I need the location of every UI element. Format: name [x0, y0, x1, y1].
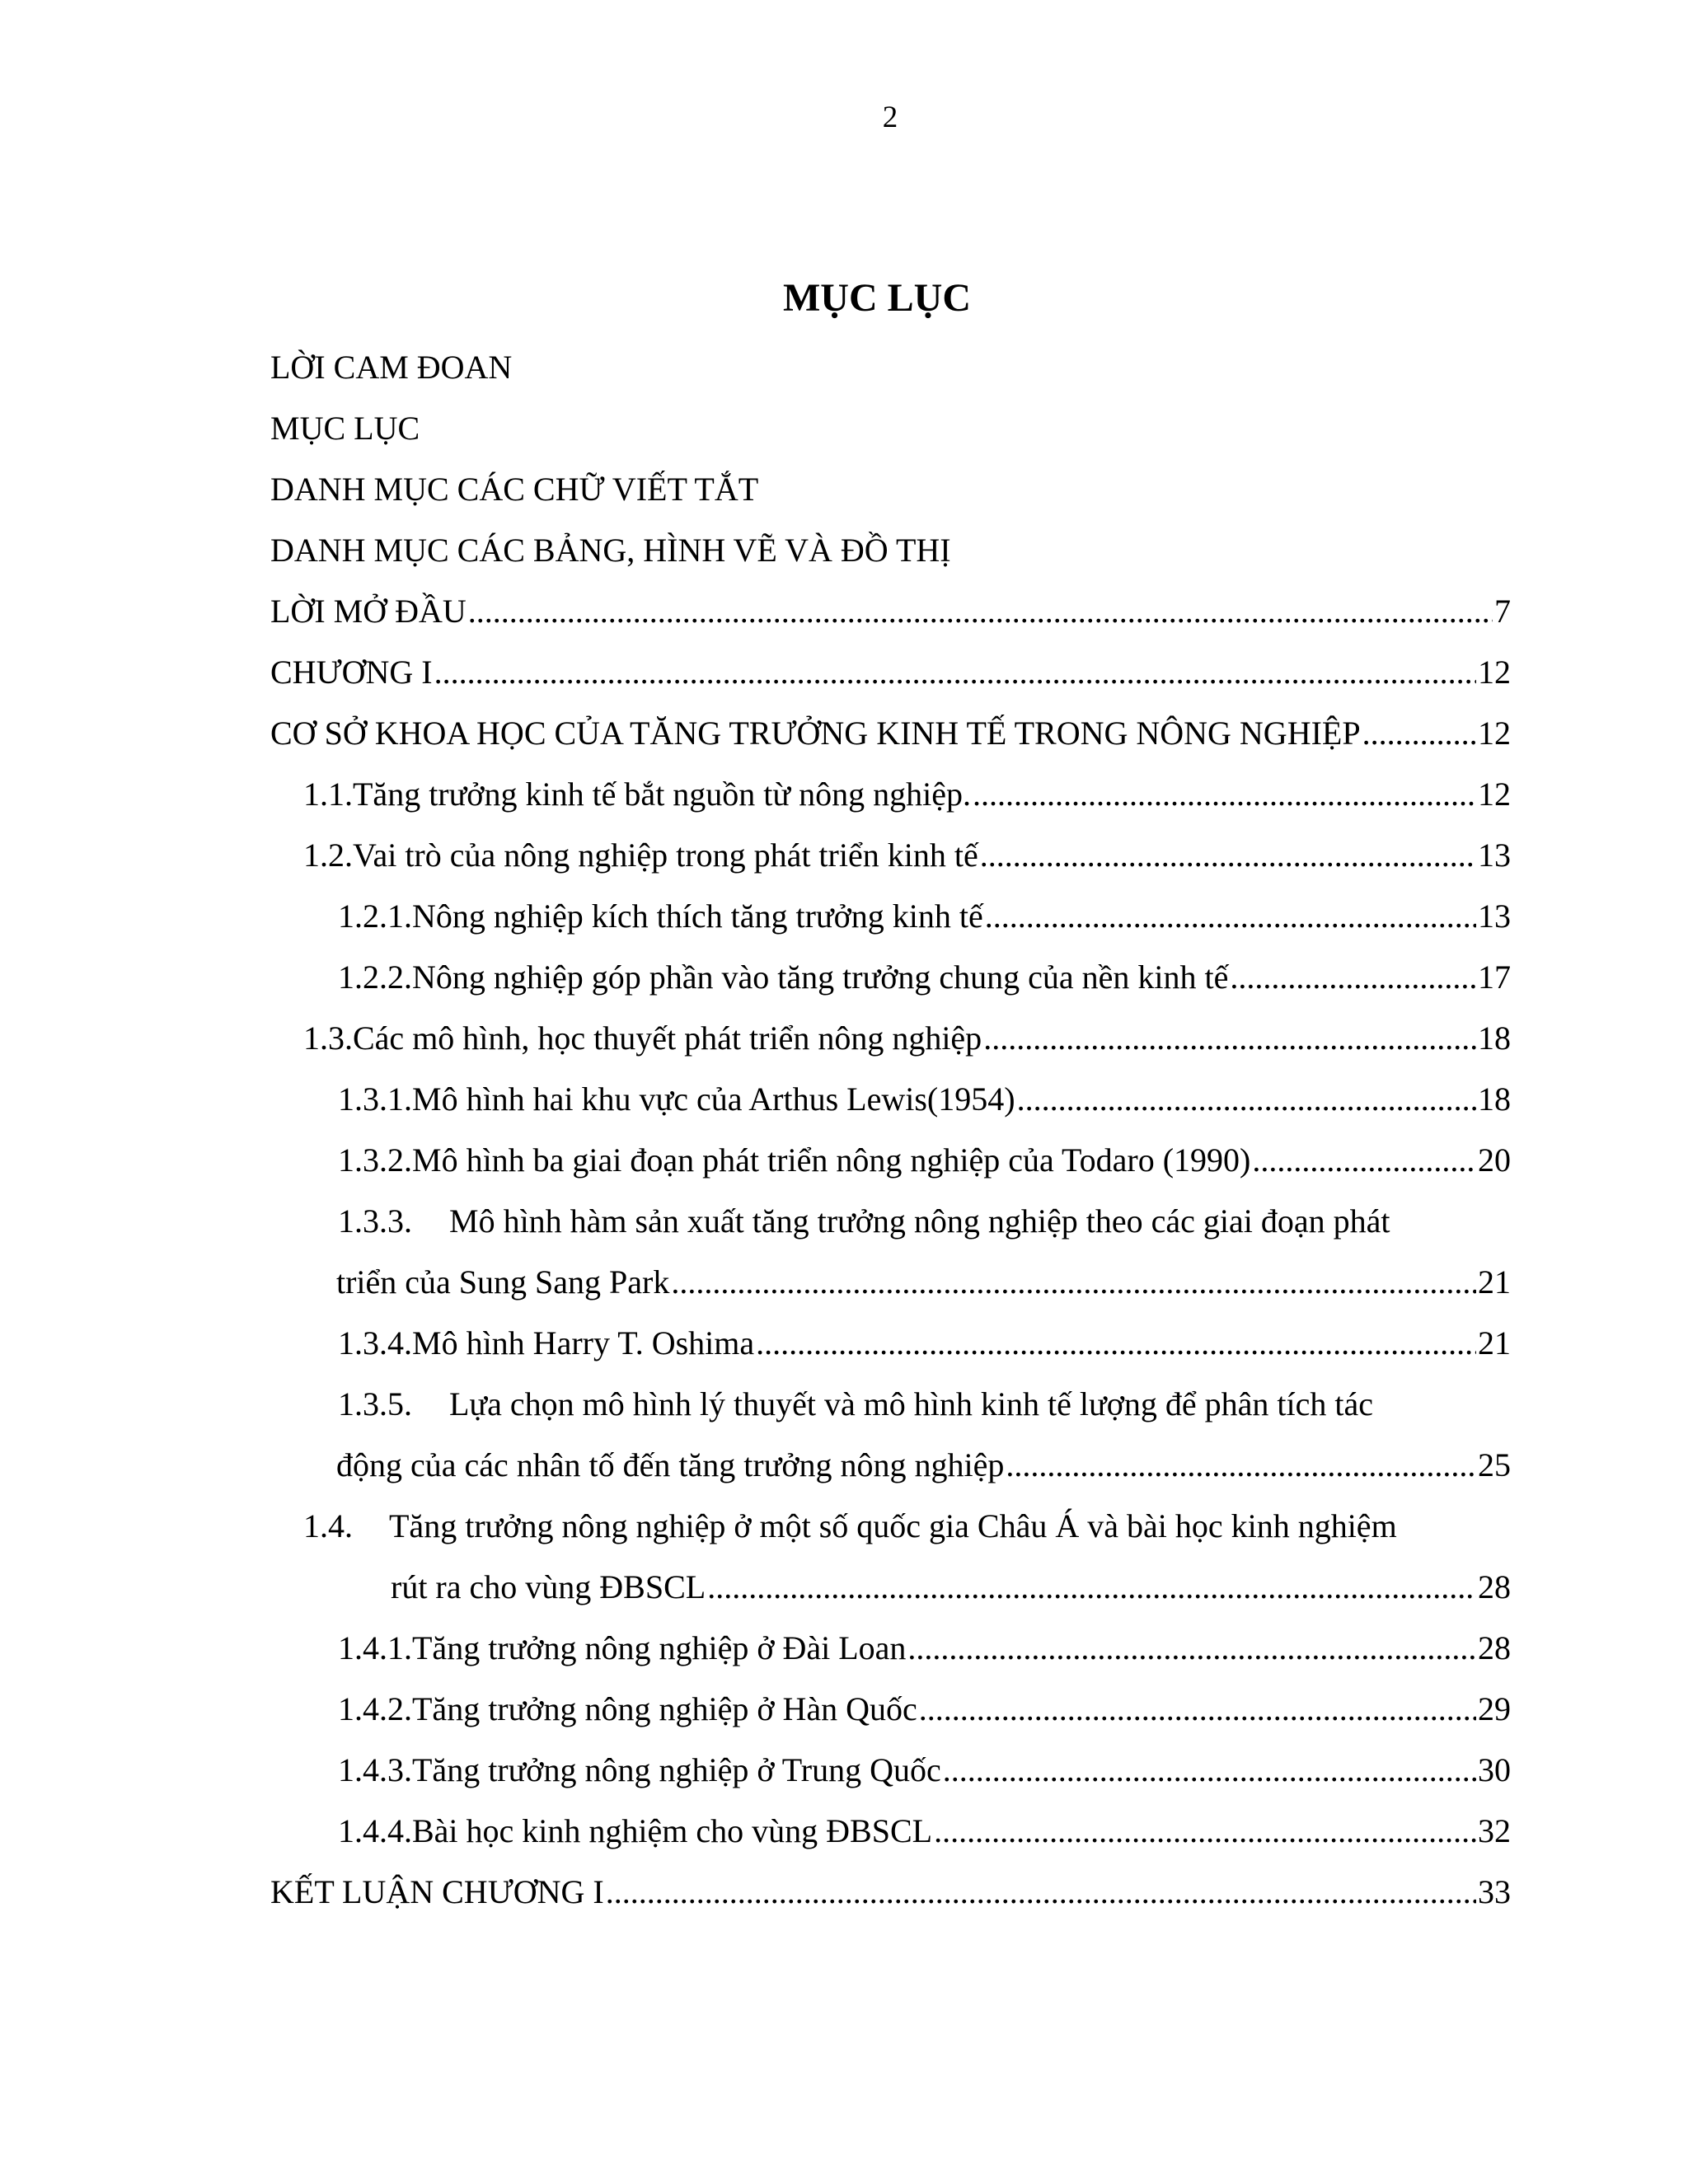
toc-entry[interactable] — [303, 770, 1511, 819]
toc-entry-label: CHƯƠNG I — [270, 654, 433, 691]
toc-entry[interactable] — [338, 1319, 1511, 1368]
toc-leader-dots — [1006, 1441, 1476, 1490]
toc-entry-page: 13 — [1478, 898, 1511, 935]
toc-entry[interactable] — [270, 587, 1511, 636]
toc-entry-label: triển của Sung Sang Park — [336, 1263, 670, 1301]
toc-entry-number: 1.3. — [303, 1019, 353, 1057]
toc-entry[interactable] — [270, 526, 1511, 575]
toc-entry-number: 1.1. — [303, 776, 353, 813]
toc-entry[interactable] — [338, 1380, 1511, 1429]
toc-entry-label: Mô hình ba giai đoạn phát triển nông nghiệp của Todaro (1990) — [412, 1141, 1251, 1179]
toc-entry-page: 21 — [1478, 1263, 1511, 1301]
toc-entry-page: 18 — [1478, 1080, 1511, 1118]
toc-entry-continuation[interactable] — [336, 1441, 1511, 1490]
toc-entry-label: DANH MỤC CÁC CHỮ VIẾT TẮT — [270, 471, 759, 508]
toc-entry[interactable] — [270, 648, 1511, 697]
toc-entry-label: Tăng trưởng nông nghiệp ở Trung Quốc — [412, 1751, 941, 1788]
toc-entry[interactable] — [303, 831, 1511, 880]
toc-entry-page: 21 — [1478, 1324, 1511, 1361]
toc-leader-dots — [983, 1014, 1476, 1063]
toc-leader-dots — [973, 770, 1476, 819]
toc-entry-label: Tăng trưởng nông nghiệp ở một số quốc gia Châu Á và bài học kinh nghiệm — [389, 1507, 1397, 1544]
toc-entry-number: 1.4. — [303, 1507, 353, 1544]
toc-entry-label: Tăng trưởng nông nghiệp ở Hàn Quốc — [412, 1690, 917, 1727]
toc-entry-page: 12 — [1478, 654, 1511, 691]
toc-leader-dots — [1252, 1136, 1476, 1185]
toc-leader-dots — [943, 1746, 1476, 1795]
toc-entry-number: 1.3.4. — [338, 1324, 412, 1361]
toc-entry[interactable] — [338, 953, 1511, 1002]
toc-entry-continuation[interactable] — [391, 1563, 1511, 1612]
toc-leader-dots — [919, 1685, 1476, 1734]
toc-entry-page: 12 — [1478, 776, 1511, 813]
toc-entry[interactable] — [338, 892, 1511, 941]
toc-entry-label: Tăng trưởng nông nghiệp ở Đài Loan — [412, 1629, 907, 1666]
toc-entry-page: 25 — [1478, 1446, 1511, 1483]
toc-leader-dots — [606, 1868, 1476, 1917]
toc-entry-continuation[interactable] — [336, 1258, 1511, 1307]
toc-leader-dots — [1230, 953, 1476, 1002]
toc-entry-number: 1.3.3. — [338, 1202, 412, 1240]
toc-entry-label: Mô hình Harry T. Oshima — [412, 1324, 755, 1361]
toc-entry-label: rút ra cho vùng ĐBSCL — [391, 1568, 706, 1605]
toc-entry[interactable] — [303, 1014, 1511, 1063]
toc-entry-number: 1.2. — [303, 837, 353, 874]
toc-entry[interactable] — [270, 404, 1511, 453]
toc-entry[interactable] — [338, 1624, 1511, 1673]
toc-leader-dots — [980, 831, 1476, 880]
toc-entry-page: 28 — [1478, 1568, 1511, 1605]
toc-entry-page: 30 — [1478, 1751, 1511, 1788]
toc-entry-label: MỤC LỤC — [270, 410, 420, 447]
toc-entry-label: Mô hình hai khu vực của Arthus Lewis(1954) — [412, 1080, 1015, 1118]
toc-leader-dots — [671, 1258, 1476, 1307]
toc-entry-label: Lựa chọn mô hình lý thuyết và mô hình kinh tế lượng để phân tích tác — [449, 1385, 1373, 1422]
toc-leader-dots — [468, 587, 1493, 636]
toc-leader-dots — [934, 1807, 1476, 1856]
page-number: 2 — [882, 101, 898, 134]
toc-leader-dots — [907, 1624, 1476, 1673]
toc-entry-label: DANH MỤC CÁC BẢNG, HÌNH VẼ VÀ ĐỒ THỊ — [270, 532, 951, 569]
toc-entry-number: 1.4.2. — [338, 1690, 412, 1727]
toc-entry[interactable] — [270, 343, 1511, 392]
toc-entry-label: Vai trò của nông nghiệp trong phát triển kinh tế — [353, 837, 978, 874]
toc-entry[interactable] — [338, 1685, 1511, 1734]
toc-entry-page: 18 — [1478, 1019, 1511, 1057]
toc-entry-page: 17 — [1478, 958, 1511, 996]
toc-entry-label: Bài học kinh nghiệm cho vùng ĐBSCL — [412, 1812, 933, 1849]
toc-entry-page: 28 — [1478, 1629, 1511, 1666]
toc-entry[interactable] — [270, 709, 1511, 758]
toc-entry-number: 1.4.4. — [338, 1812, 412, 1849]
toc-entry-label: Tăng trưởng kinh tế bắt nguồn từ nông nghiệp. — [353, 776, 971, 813]
toc-entry-number: 1.3.5. — [338, 1385, 412, 1422]
toc-entry-number: 1.4.1. — [338, 1629, 412, 1666]
toc-entry[interactable] — [338, 1746, 1511, 1795]
toc-entry-label: Nông nghiệp góp phần vào tăng trưởng chung của nền kinh tế — [412, 958, 1229, 996]
toc-entry-label: Các mô hình, học thuyết phát triển nông nghiệp — [353, 1019, 982, 1057]
toc-entry-page: 7 — [1494, 593, 1511, 630]
toc-leader-dots — [707, 1563, 1476, 1612]
toc-leader-dots — [1362, 709, 1476, 758]
toc-entry[interactable] — [270, 465, 1511, 514]
toc-entry-page: 32 — [1478, 1812, 1511, 1849]
toc-entry-number: 1.2.1. — [338, 898, 412, 935]
toc-leader-dots — [1017, 1075, 1476, 1124]
toc-entry-number: 1.3.1. — [338, 1080, 412, 1118]
toc-leader-dots — [434, 648, 1476, 697]
toc-entry-label: LỜI MỞ ĐẦU — [270, 593, 467, 630]
toc-entry-label: LỜI CAM ĐOAN — [270, 349, 513, 386]
toc-entry-number: 1.4.3. — [338, 1751, 412, 1788]
toc-entry-label: KẾT LUẬN CHƯƠNG I — [270, 1873, 604, 1910]
toc-entry-number: 1.2.2. — [338, 958, 412, 996]
toc-entry-page: 12 — [1478, 715, 1511, 752]
toc-title: MỤC LỤC — [783, 276, 971, 320]
toc-entry-label: CƠ SỞ KHOA HỌC CỦA TĂNG TRƯỞNG KINH TẾ TRONG NÔNG NGHIỆP — [270, 715, 1361, 752]
toc-leader-dots — [985, 892, 1476, 941]
toc-entry-page: 13 — [1478, 837, 1511, 874]
toc-entry[interactable] — [338, 1075, 1511, 1124]
toc-entry[interactable] — [338, 1197, 1511, 1246]
toc-entry-label: động của các nhân tố đến tăng trưởng nông nghiệp — [336, 1446, 1005, 1483]
toc-entry[interactable] — [338, 1136, 1511, 1185]
toc-entry-page: 33 — [1478, 1873, 1511, 1910]
toc-leader-dots — [756, 1319, 1476, 1368]
toc-entry-page: 29 — [1478, 1690, 1511, 1727]
toc-entry[interactable] — [303, 1502, 1511, 1551]
toc-entry-label: Nông nghiệp kích thích tăng trưởng kinh tế — [412, 898, 983, 935]
toc-entry-number: 1.3.2. — [338, 1141, 412, 1179]
toc-entry[interactable] — [338, 1807, 1511, 1856]
toc-entry-label: Mô hình hàm sản xuất tăng trưởng nông nghiệp theo các giai đoạn phát — [449, 1202, 1390, 1240]
toc-entry-page: 20 — [1478, 1141, 1511, 1179]
toc-entry[interactable] — [270, 1868, 1511, 1917]
